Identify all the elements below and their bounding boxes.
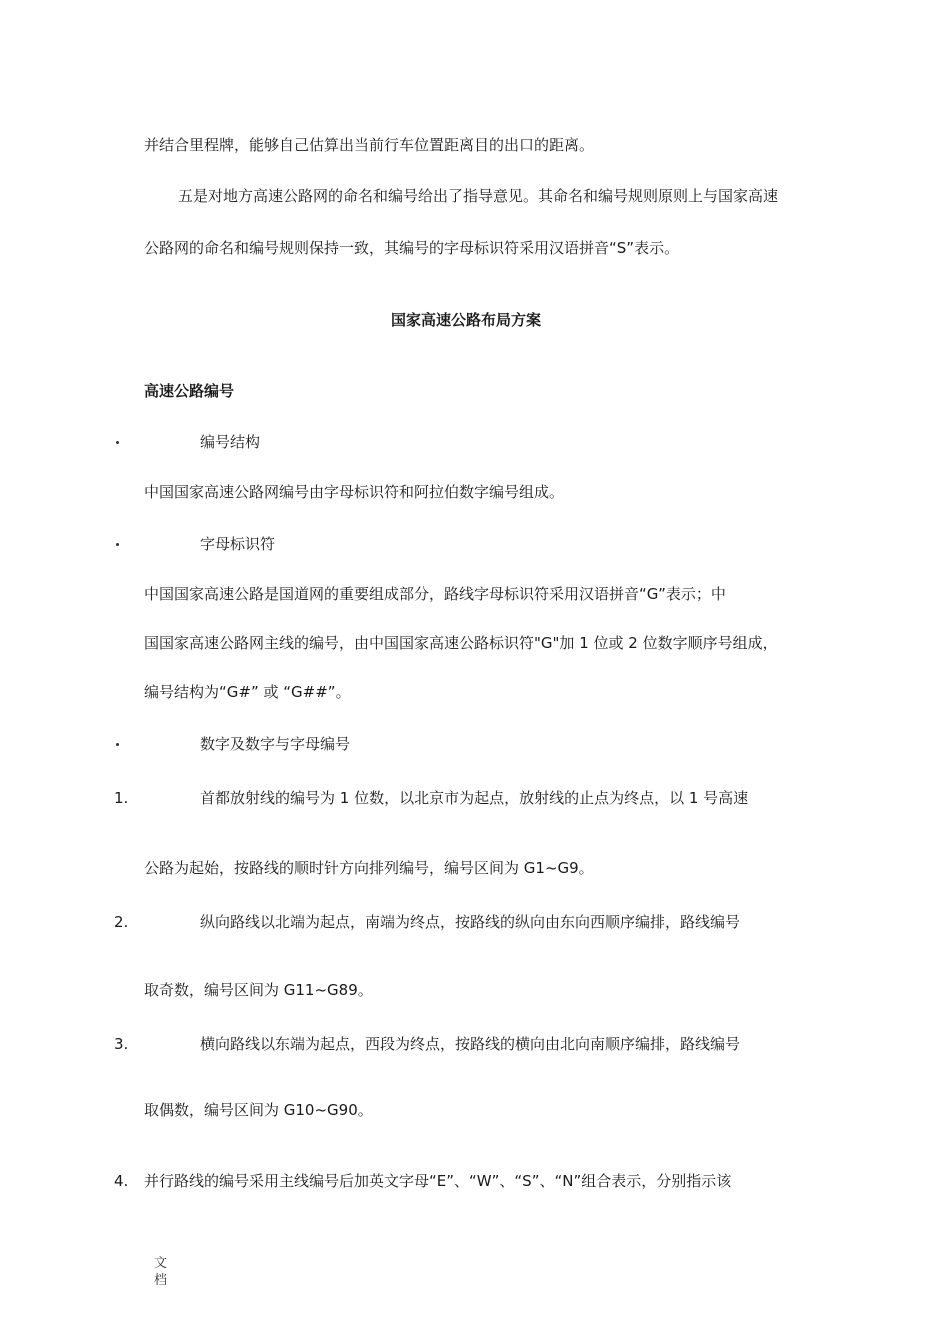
paragraph-text: 编号结构为“G#” 或 “G##”。 — [144, 683, 351, 701]
paragraph-text: 中国国家高速公路是国道网的重要组成部分，路线字母标识符采用汉语拼音“G”表示；中 — [144, 585, 726, 603]
subsection-title: 高速公路编号 — [144, 382, 235, 400]
paragraph-text: 国国家高速公路网主线的编号，由中国国家高速公路标识符"G"加 1 位或 2 位数字顺序号组成， — [144, 634, 778, 652]
footer-label: 文档 — [154, 1256, 168, 1288]
bullet-icon — [116, 543, 119, 546]
bullet-icon — [116, 441, 119, 444]
list-item-text: 取奇数，编号区间为 G11~G89。 — [144, 981, 373, 999]
bullet-icon — [116, 743, 119, 746]
paragraph-text: 中国国家高速公路网编号由字母标识符和阿拉伯数字编号组成。 — [144, 483, 565, 501]
list-number: 2. — [114, 913, 129, 931]
list-number: 4. — [114, 1172, 129, 1190]
section-title: 国家高速公路布局方案 — [391, 311, 542, 329]
list-item-text: 横向路线以东端为起点，西段为终点，按路线的横向由北向南顺序编排，路线编号 — [200, 1035, 741, 1053]
paragraph-text: 五是对地方高速公路网的命名和编号给出了指导意见。其命名和编号规则原则上与国家高速 — [178, 187, 779, 205]
list-item-text: 首都放射线的编号为 1 位数，以北京市为起点，放射线的止点为终点，以 1 号高速 — [200, 789, 749, 807]
list-item-text: 取偶数，编号区间为 G10~G90。 — [144, 1101, 373, 1119]
paragraph-text: 公路网的命名和编号规则保持一致，其编号的字母标识符采用汉语拼音“S”表示。 — [144, 239, 680, 257]
list-number: 3. — [114, 1035, 129, 1053]
list-item-text: 并行路线的编号采用主线编号后加英文字母“E”、“W”、“S”、“N”组合表示，分别指示该 — [144, 1172, 732, 1190]
bullet-item-label: 字母标识符 — [200, 535, 276, 553]
bullet-item-label: 编号结构 — [200, 433, 261, 451]
list-item-text: 纵向路线以北端为起点，南端为终点，按路线的纵向由东向西顺序编排，路线编号 — [200, 913, 741, 931]
list-item-text: 公路为起始，按路线的顺时针方向排列编号，编号区间为 G1~G9。 — [144, 859, 594, 877]
bullet-item-label: 数字及数字与字母编号 — [200, 735, 351, 753]
paragraph-text: 并结合里程牌，能够自己估算出当前行车位置距离目的出口的距离。 — [144, 136, 595, 154]
list-number: 1. — [114, 789, 129, 807]
